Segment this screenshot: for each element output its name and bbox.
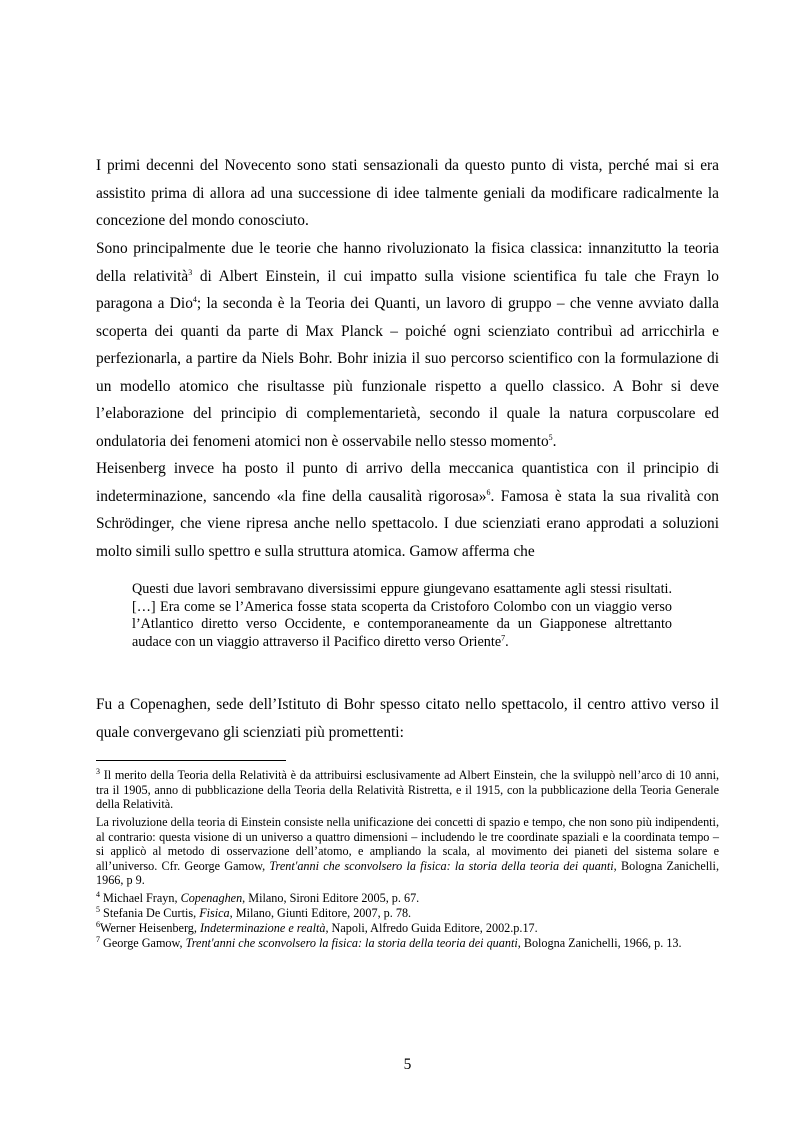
footnote-5-title: Fisica bbox=[199, 906, 230, 920]
footnote-5-author: Stefania De Curtis, bbox=[100, 906, 200, 920]
footnote-ref-5[interactable]: 5 bbox=[548, 432, 553, 442]
paragraph-4-text: Fu a Copenaghen, sede dell’Istituto di Bohr spesso citato nello spettacolo, il centro attivo verso il quale convergevano gli scienziati più promettenti: bbox=[96, 696, 719, 741]
footnote-4-title: Copenaghen bbox=[180, 891, 243, 905]
footnote-6-title: Indeterminazione e realtà, bbox=[199, 921, 329, 935]
paragraph-1 bbox=[96, 152, 719, 235]
paragraph-2-text-a: Sono principalmente due le teorie che hanno rivoluzionato la fisica classica: innanzitutto la teoria della relatività bbox=[96, 240, 719, 285]
footnote-4 bbox=[96, 891, 719, 906]
footnote-7-author: George Gamow, bbox=[100, 936, 186, 950]
footnote-5 bbox=[96, 906, 719, 921]
footnote-3-text: Il merito della Teoria della Relatività è da attribuirsi esclusivamente ad Albert Einstein, che la sviluppò nell’arco di 10 anni, tra il 1905, anno di pubblicazione della Teoria della Relatività Ristretta, e il 1915, con la pubblicazione della Teoria Generale della Relatività. bbox=[96, 768, 719, 812]
footnote-7-tail: , Bologna Zanichelli, 1966, p. 13. bbox=[517, 936, 682, 950]
paragraph-3-text-a: Heisenberg invece ha posto il punto di arrivo della meccanica quantistica con il principio di indeterminazione, sancendo «la fine della causalità rigorosa» bbox=[96, 460, 719, 505]
paragraph-1-text: I primi decenni del Novecento sono stati sensazionali da questo punto di vista, perché mai si era assistito prima di allora ad una successione di idee talmente geniali da modificare radicalmente la concezione del mondo conosciuto. bbox=[96, 157, 719, 229]
paragraph-2-text-d: . bbox=[552, 432, 557, 450]
footnote-7-title: Trent'anni che sconvolsero la fisica: la storia della teoria dei quanti bbox=[185, 936, 518, 950]
footnote-ref-7[interactable]: 7 bbox=[501, 632, 506, 642]
block-quote-end: . bbox=[505, 633, 509, 650]
block-quote-text: Questi due lavori sembravano diversissimi eppure giungevano esattamente agli stessi risultati. […] Era come se l’America fosse stata scoperta da Cristoforo Colombo con un viaggio verso l’Atlantico diretto verso Occidente, e contemporaneamente da un Giapponese altrettanto audace con un viaggio attraverso il Pacifico diretto verso Oriente bbox=[132, 581, 672, 650]
footnote-6-number: 6 bbox=[96, 919, 100, 929]
paragraph-2 bbox=[96, 235, 719, 455]
footnote-6-author: Werner Heisenberg, bbox=[100, 921, 200, 935]
footnote-3-text-2: La rivoluzione della teoria di Einstein consiste nella unificazione dei concetti di spazio e tempo, che non sono più indipendenti, al contrario: questa visione di un universo a quattro dimensioni – includendo le tre coordinate spaziali e la coordinata tempo – si applicò al metodo di osservazione dell’atomo, e ampliando la scala, al movimento dei pianeti del sistema solare e all’universo. Cfr. George Gamow, bbox=[96, 815, 719, 873]
footnote-6 bbox=[96, 921, 719, 936]
paragraph-2-text-b: di Albert Einstein, il cui impatto sulla visione scientifica fu tale che Frayn lo paragona a Dio bbox=[96, 267, 720, 312]
footnote-separator bbox=[96, 760, 286, 761]
page-number: 5 bbox=[403, 1056, 412, 1073]
footnote-4-number: 4 bbox=[96, 889, 100, 899]
footnote-3-continued bbox=[96, 815, 719, 888]
footnote-5-tail: , Milano, Giunti Editore, 2007, p. 78. bbox=[229, 906, 412, 920]
paragraph-4 bbox=[96, 691, 719, 746]
footnote-3 bbox=[96, 768, 719, 812]
paragraph-3 bbox=[96, 455, 719, 565]
footnote-4-tail: , Milano, Sironi Editore 2005, p. 67. bbox=[242, 891, 420, 905]
block-quote bbox=[132, 581, 672, 651]
paragraph-3-text-b: . Famosa è stata la sua rivalità con Schrödinger, che viene ripresa anche nello spettacolo. I due scienziati erano approdati a soluzioni molto simili sullo spettro e sulla struttura atomica. Gamow afferma che bbox=[96, 487, 719, 560]
paragraph-2-text-c: ; la seconda è la Teoria dei Quanti, un lavoro di gruppo – che venne avviato dalla scoperta dei quanti da parte di Max Planck – poiché ogni scienziato contribuì ad arricchirla e perfezionarla, a partire da Niels Bohr. Bohr inizia il suo percorso scientifico con la formulazione di un modello atomico che risultasse più funzionale rispetto a quello classico. A Bohr si deve l’elaborazione del principio di complementarietà, secondo il quale la natura corpuscolare ed ondulatoria dei fenomeni atomici non è osservabile nello stesso momento bbox=[96, 295, 719, 450]
footnote-3-number: 3 bbox=[96, 766, 100, 776]
footnote-6-tail: Napoli, Alfredo Guida Editore, 2002.p.17. bbox=[328, 921, 538, 935]
footnote-ref-6[interactable]: 6 bbox=[486, 487, 491, 497]
footnote-3-tail: , Bologna Zanichelli, 1966, p 9. bbox=[96, 858, 719, 888]
footnote-7 bbox=[96, 936, 719, 951]
footnote-7-number: 7 bbox=[96, 934, 100, 944]
footnote-ref-4[interactable]: 4 bbox=[192, 294, 197, 304]
footnote-4-author: Michael Frayn, bbox=[100, 891, 181, 905]
footnote-3-title: Trent'anni che sconvolsero la fisica: la storia della teoria dei quanti bbox=[269, 858, 614, 873]
footnote-ref-3[interactable]: 3 bbox=[188, 267, 193, 277]
footnote-5-number: 5 bbox=[96, 904, 100, 914]
